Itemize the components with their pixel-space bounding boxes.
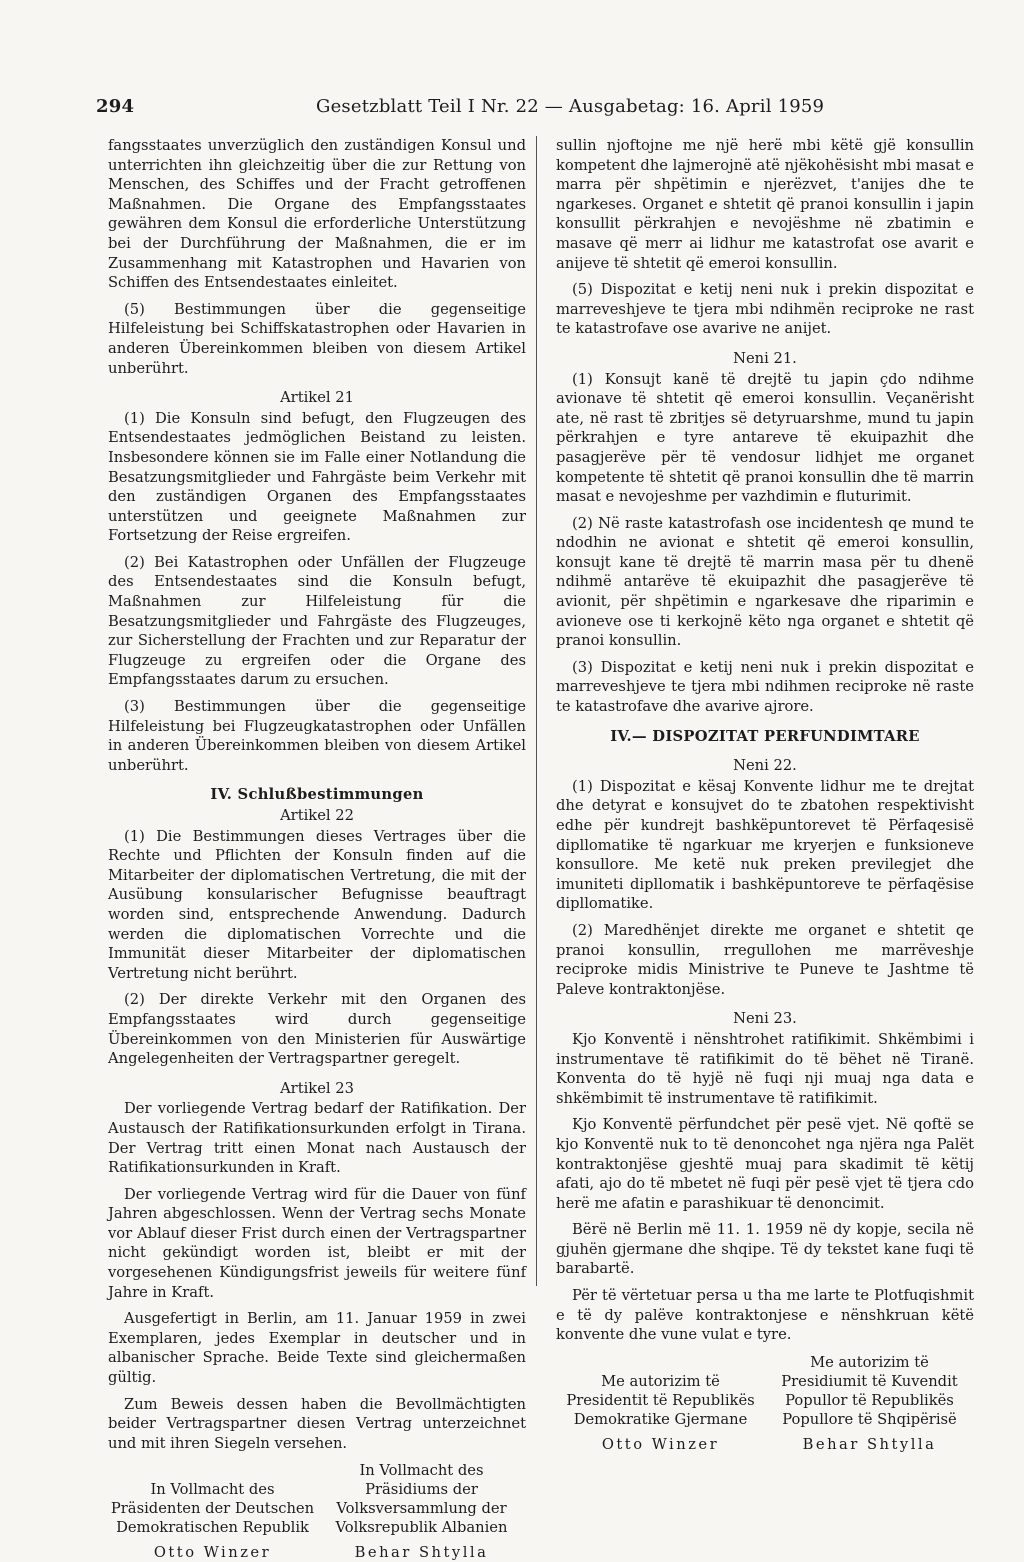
signatory-german-side <box>108 1461 317 1562</box>
running-title: Gesetzblatt Teil I Nr. 22 — Ausgabetag: 16. April 1959 <box>316 96 825 117</box>
signatory-line: Presidentit të Republikës <box>566 1391 755 1409</box>
signatory-line: Popullore të Shqipërisë <box>782 1410 957 1428</box>
paragraph: Bërë në Berlin më 11. 1. 1959 në dy kopje, secila në gjuhën gjermane dhe shqipe. Të dy tekstet kane fuqi të barabartë. <box>556 1221 974 1278</box>
paragraph: Ausgefertigt in Berlin, am 11. Januar 1959 in zwei Exemplaren, jedes Exemplar in deutscher und in albanischer Sprache. Beide Texte sind gleichermaßen gültig. <box>108 1310 526 1387</box>
paragraph: (1) Dispozitat e kësaj Konvente lidhur me te drejtat dhe detyrat e konsujvet do te zbatohen respektivisht edhe për kundrejt bashkëpuntorevet të Përfaqesisë dipllomatike të ngarkuar me kryerjen e funksioneve konsullore. Me ketë nuk preken previlegjet dhe imuniteti dipllomatik i bashkëpuntoreve te përfaqësise dipllomatike. <box>556 777 974 913</box>
paragraph: (5) Bestimmungen über die gegenseitige Hilfeleistung bei Schiffskatastrophen oder Havarien in anderen Übereinkommen bleiben von diesem Artikel unberührt. <box>108 300 526 377</box>
article-heading: Artikel 21 <box>280 389 354 407</box>
paragraph: Der vorliegende Vertrag bedarf der Ratifikation. Der Austausch der Ratifikationsurkunden erfolgt in Tirana. Der Vertrag tritt einen Monat nach Austausch der Ratifikationsurkunden in Kraft. <box>108 1100 526 1177</box>
paragraph: (5) Dispozitat e ketij neni nuk i prekin dispozitat e marreveshjeve te tjera mbi ndihmën reciproke ne rast te katastrofave ose avarive ne anijet. <box>556 281 974 338</box>
signatory-line: In Vollmacht des <box>150 1481 275 1499</box>
signatory-line: Demokratike Gjermane <box>573 1410 748 1428</box>
signatory-line: Me autorizim të <box>601 1372 720 1390</box>
article-heading: Artikel 23 <box>280 1079 354 1097</box>
article-heading: Neni 22. <box>733 757 797 775</box>
article-heading: Artikel 22 <box>280 807 354 824</box>
signatory-albanian-side <box>317 1461 526 1562</box>
paragraph: (2) Maredhënjet direkte me organet e shtetit qe pranoi konsullin, rregullohen me marrëveshje reciproke midis Ministrive te Puneve te Jashtme të Paleve kontraktonjëse. <box>556 921 974 998</box>
signatory-name: Behar Shtylla <box>354 1544 489 1562</box>
paragraph: (3) Dispozitat e ketij neni nuk i prekin dispozitat e marreveshjeve te tjera mbi ndihmen reciproke në raste te katastrofave dhe avarive ajrore. <box>556 658 974 716</box>
signatory-line: Präsidiums der <box>365 1481 478 1499</box>
signatory-line: In Vollmacht des <box>359 1462 484 1480</box>
paragraph: (1) Die Konsuln sind befugt, den Flugzeugen des Entsendestaates jedmöglichen Beistand zu leisten. Insbesondere können sie im Falle einer Notlandung die Besatzungsmitglieder und Fahrgäste beim Verkehr mit den zuständigen Organen des Empfangsstaates unterstützen und geeignete Maßnahmen zur Fortsetzung der Reise ergreifen. <box>108 409 526 545</box>
signature-block <box>108 1461 526 1562</box>
signatory-line: Demokratischen Republik <box>116 1519 309 1537</box>
german-column <box>108 136 526 1562</box>
signatory-name: Otto Winzer <box>601 1435 720 1453</box>
signatory-german-side <box>556 1353 765 1454</box>
paragraph: Kjo Konventë i nënshtrohet ratifikimit. Shkëmbimi i instrumentave të ratifikimit do të bëhet në Tiranë. Konventa do të hyjë në fuqi nji muaj nga data e shkëmbimit të instrumentave të ratifikimit. <box>556 1030 974 1107</box>
paragraph: (3) Bestimmungen über die gegenseitige Hilfeleistung bei Flugzeugkatastrophen oder Unfällen in anderen Übereinkommen bleiben von diesem Artikel unberührt. <box>108 698 526 774</box>
paragraph: Kjo Konventë përfundchet për pesë vjet. Në qoftë se kjo Konventë nuk to të denoncohet nga njëra nga Palët kontraktonjëse gjeshtë muaj para skadimit të këtij afati, ajo do të mbetet në fuqi për pesë vjet të tjera cdo herë me afatin e parashikuar të denoncimit. <box>556 1116 974 1212</box>
signatory-line: Me autorizim të <box>810 1353 929 1371</box>
paragraph: (1) Konsujt kanë të drejtë tu japin çdo ndihme avionave të shtetit që emeroi konsullin. Veçanërisht ate, në rast të zbritjes së detyruarshme, mund tu japin përkrahjen e tyre antareve të ekuipazhit dhe pasagjerëve për të vendosur lidhjet me organet kompetente të shtetit që pranoi konsullin dhe të marrin masat e nevojeshme per vazhdimin e fluturimit. <box>556 370 974 506</box>
column-divider <box>536 136 537 1286</box>
signatory-line: Volksrepublik Albanien <box>335 1519 508 1537</box>
page-number: 294 <box>96 96 135 117</box>
signatory-name: Otto Winzer <box>153 1544 272 1562</box>
paragraph: (1) Die Bestimmungen dieses Vertrages über die Rechte und Pflichten der Konsuln finden auf die Mitarbeiter der diplomatischen Vertretung, die mit der Ausübung konsularischer Befugnisse beauftragt worden sind, entsprechende Anwendung. Dadurch werden die diplomatischen Vorrechte und die Immunität dieser Mitarbeiter der diplomatischen Vertretung nicht berührt. <box>108 827 526 982</box>
paragraph: Zum Beweis dessen haben die Bevollmächtigten beider Vertragspartner diesen Vertrag unterzeichnet und mit ihren Siegeln versehen. <box>108 1395 526 1452</box>
albanian-column <box>556 136 974 1454</box>
signature-block <box>556 1353 974 1454</box>
signatory-name: Behar Shtylla <box>802 1435 937 1453</box>
article-heading: Neni 21. <box>733 349 797 367</box>
paragraph: (2) Bei Katastrophen oder Unfällen der Flugzeuge des Entsendestaates sind die Konsuln befugt, Maßnahmen zur Hilfeleistung für die Besatzungsmitglieder und Fahrgäste des Flugzeuges, zur Sicherstellung der Frachten und zur Reparatur der Flugzeuge zu ergreifen oder die Organe des Empfangsstaates darum zu ersuchen. <box>108 553 526 689</box>
signatory-albanian-side <box>765 1353 974 1454</box>
section-heading: IV.— DISPOZITAT PERFUNDIMTARE <box>610 727 920 745</box>
signatory-line: Volksversammlung der <box>336 1500 507 1518</box>
paragraph: Der vorliegende Vertrag wird für die Dauer von fünf Jahren abgeschlossen. Wenn der Vertrag sechs Monate vor Ablauf dieser Frist durch einen der Vertragspartner nicht gekündigt worden ist, bleibt er mit der vorgesehenen Kündigungsfrist jeweils für weitere fünf Jahre in Kraft. <box>108 1185 526 1301</box>
article-heading: Neni 23. <box>733 1010 797 1028</box>
signatory-line: Presidiumit të Kuvendit <box>781 1372 958 1390</box>
paragraph: Për të vërtetuar persa u tha me larte te Plotfuqishmit e të dy palëve kontraktonjese e nënshkruan këtë konvente dhe vune vulat e tyre. <box>556 1287 974 1344</box>
signatory-line: Präsidenten der Deutschen <box>110 1500 315 1518</box>
paragraph: (2) Në raste katastrofash ose incidentesh qe mund te ndodhin ne avionat e shtetit që emeroi konsullin, konsujt kane të drejtë të marrin masa për tu dhenë ndihmë antarëve të ekuipazhit dhe pasagjerëve të avionit, për shpëtimin e ngarkesave dhe riparimin e avioneve ose ti kerkojnë këto nga organet e shtetit që pranoi konsullin. <box>556 514 974 650</box>
paragraph: (2) Der direkte Verkehr mit den Organen des Empfangsstaates wird durch gegenseitige Übereinkommen von den Ministerien für Auswärtige Angelegenheiten der Vertragspartner geregelt. <box>108 991 526 1068</box>
paragraph: sullin njoftojne me një herë mbi këtë gjë konsullin kompetent dhe lajmerojnë atë njëkohësisht mbi masat e marra për shpëtimin e njerëzvet, t'anijes dhe te ngarkeses. Organet e shtetit që pranoi konsullin i japin konsullit përkrahjen e nevojëshme në zbatimin e masave që merr ai lidhur me katastrofat ose avarit e anijeve të shtetit që emeroi konsullin. <box>556 137 974 272</box>
signatory-line: Popullor të Republikës <box>785 1391 954 1409</box>
section-heading: IV. Schlußbestimmungen <box>210 786 424 804</box>
paragraph: fangsstaates unverzüglich den zuständigen Konsul und unterrichten ihn gleichzeitig über die zur Rettung von Menschen, des Schiffes und der Fracht getroffenen Maßnahmen. Die Organe des Empfangsstaates gewähren dem Konsul die erforderliche Unterstützung bei der Durchführung der Maßnahmen, die er im Zusammenhang mit Katastrophen und Havarien von Schiffen des Entsendestaates einleitet. <box>108 137 526 292</box>
